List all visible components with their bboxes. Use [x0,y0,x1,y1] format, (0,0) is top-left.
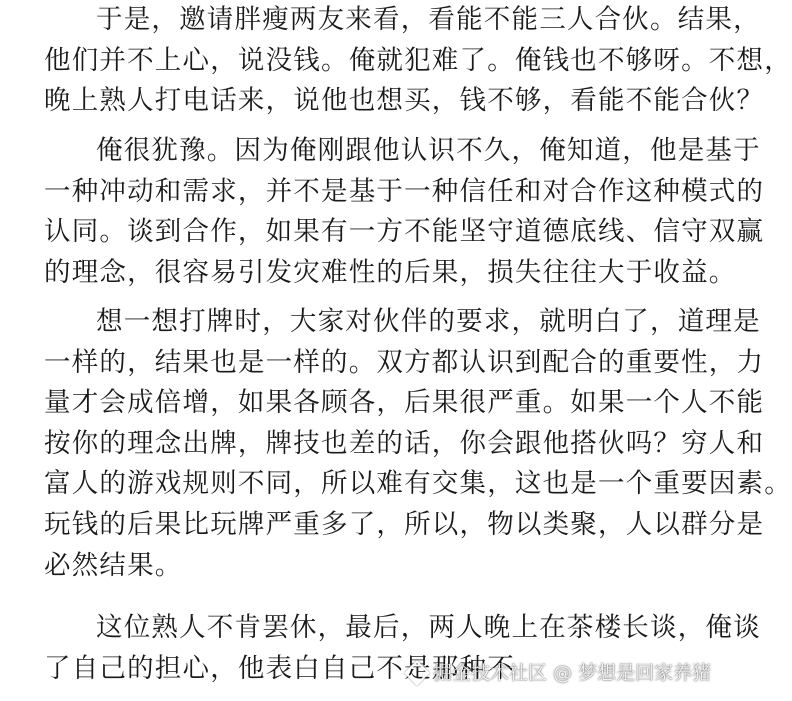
watermark-text: 掘金技术社区 @ 梦想是回家养猪 [433,661,712,684]
text-line: 一种冲动和需求，并不是基于一种信任和对合作这种模式的 [44,175,765,207]
text-line: 量才会成倍增，如果各顾各，后果很严重。如果一个人不能 [44,387,765,419]
text-line: 俺很犹豫。因为俺刚跟他认识不久，俺知道，他是基于 [96,135,761,166]
paragraph [44,302,792,586]
watermark [405,656,711,686]
text-line: 他们并不上心，说没钱。俺就犯难了。俺钱也不够呀。不想， [44,44,792,76]
juejin-logo-icon [405,663,427,679]
text-line: 了自己的担心，他表白自己不是那种不 [44,652,515,684]
text-line: 按你的理念出牌，牌技也差的话，你会跟他搭伙吗？穷人和 [44,427,765,459]
text-line: 想一想打牌时，大家对伙伴的要求，就明白了，道理是 [96,306,761,337]
text-line: 晚上熟人打电话来，说他也想买，钱不够，看能不能合伙？ [44,85,765,117]
text-line: 认同。谈到合作，如果有一方不能坚守道德底线、信守双赢 [44,216,765,248]
text-line: 的理念，很容易引发灾难性的后果，损失往往大于收益。 [44,256,737,288]
text-line: 于是，邀请胖瘦两友来看，看能不能三人合伙。结果， [96,4,761,35]
text-line: 玩钱的后果比玩牌严重多了，所以，物以类聚，人以群分是 [44,508,765,540]
text-line: 必然结果。 [44,549,183,581]
paragraph [44,0,792,122]
text-line: 一样的，结果也是一样的。双方都认识到配合的重要性，力 [44,346,765,378]
text-line: 这位熟人不肯罢休，最后，两人晚上在茶楼长谈，俺谈 [96,612,761,643]
paragraph [44,131,764,293]
text-line: 富人的游戏规则不同，所以难有交集，这也是一个重要因素。 [44,468,792,500]
